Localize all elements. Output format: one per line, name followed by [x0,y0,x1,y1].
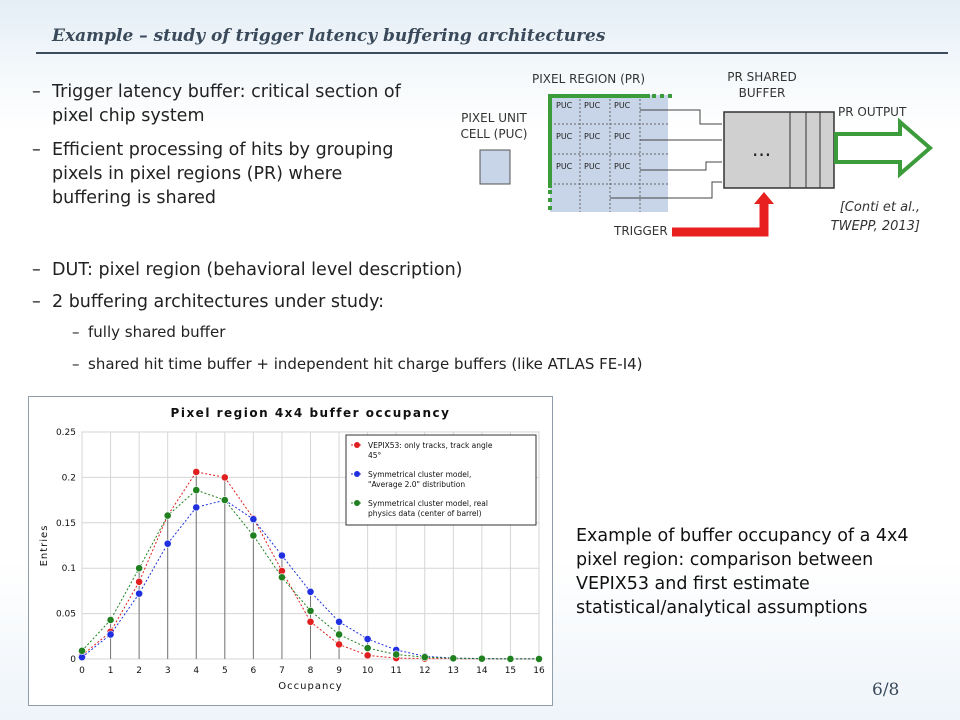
sub-bullet-item [72,322,792,342]
buffer-label-line2: BUFFER [738,86,786,100]
data-point-0 [221,474,228,481]
data-point-0 [136,578,143,585]
x-axis-label: Occupancy [278,681,343,692]
puc-label-line2: CELL (PUC) [460,127,528,141]
legend-entry-label: "Average 2.0" distribution [368,480,466,489]
x-tick-label: 11 [390,666,402,676]
bullet-dash: – [32,292,41,312]
bullet-dash: – [72,323,80,341]
bullet-dash: – [32,82,41,102]
x-tick-label: 16 [533,666,545,676]
x-tick-label: 5 [221,666,228,676]
bullet-item [32,258,772,282]
mid-bullet-list [32,258,772,322]
legend-entry-label: physics data (center of barrel) [368,509,482,518]
sub-bullet-text: shared hit time buffer + independent hit charge buffers (like ATLAS FE-I4) [88,355,643,373]
puc-cell-label: PUC [584,162,601,171]
puc-cell [480,150,510,184]
x-tick-label: 8 [307,666,314,676]
sub-bullet-text: fully shared buffer [88,323,226,341]
x-tick-label: 13 [447,666,460,676]
trigger-arrow [672,202,764,232]
data-point-2 [307,607,314,614]
data-point-2 [193,487,200,494]
x-tick-label: 12 [419,666,431,676]
data-point-2 [78,647,85,654]
y-axis-label: Entries [39,524,50,567]
y-tick-label: 0.25 [55,428,76,438]
data-point-0 [307,618,314,625]
x-tick-label: 3 [164,666,171,676]
legend-entry-label: Symmetrical cluster model, [368,470,472,479]
data-point-2 [450,655,457,662]
legend-entry-label: Symmetrical cluster model, real [368,499,488,508]
x-tick-label: 1 [107,666,114,676]
data-point-2 [364,645,371,652]
citation-line2: TWEPP, 2013] [830,219,920,234]
legend-swatch-marker [354,471,360,477]
buffer-dots: ... [752,137,772,161]
output-label: PR OUTPUT [838,105,907,119]
bullet-dash: – [32,260,41,280]
data-point-1 [107,631,114,638]
x-tick-label: 9 [336,666,342,676]
y-tick-label: 0.05 [55,609,76,620]
x-tick-label: 15 [504,666,517,676]
bullet-dash: – [32,140,41,160]
buffer-label-line1: PR SHARED [727,70,797,84]
data-point-1 [193,504,200,511]
pixel-region-label: PIXEL REGION (PR) [532,72,646,86]
x-tick-label: 7 [279,666,285,676]
data-point-2 [278,574,285,581]
bullet-dash: – [72,355,80,373]
legend-entry-label: 45° [368,451,382,460]
puc-cell-label: PUC [584,101,601,110]
data-point-2 [250,532,257,539]
bullet-text: Trigger latency buffer: critical section of pixel chip system [52,82,401,126]
x-tick-label: 14 [476,666,488,676]
data-point-2 [535,655,542,662]
trigger-label: TRIGGER [614,224,668,238]
data-point-1 [136,590,143,597]
data-point-2 [393,651,400,658]
bullet-text: DUT: pixel region (behavioral level description) [52,260,463,280]
data-point-0 [335,641,342,648]
x-tick-label: 0 [79,666,85,676]
puc-cell-label: PUC [556,101,573,110]
x-tick-label: 2 [136,666,142,676]
y-tick-label: 0.2 [61,473,76,484]
bullet-text: 2 buffering architectures under study: [52,292,385,312]
puc-cell-label: PUC [614,101,631,110]
data-point-2 [478,655,485,662]
x-tick-label: 10 [361,666,374,676]
pixel-region-diagram [0,0,960,250]
sub-bullet-list [72,322,792,386]
puc-cell-label: PUC [556,162,573,171]
data-point-1 [250,516,257,523]
puc-cell-label: PUC [614,162,631,171]
trigger-arrowhead [754,192,774,204]
data-point-1 [335,618,342,625]
x-tick-label: 6 [250,666,257,676]
data-point-2 [221,497,228,504]
chart-caption: Example of buffer occupancy of a 4x4 pixel region: comparison between VEPIX53 and first estimate statistical/analytical assumptions [576,526,909,618]
legend-swatch-marker [354,500,360,506]
data-point-2 [421,654,428,661]
data-point-2 [507,655,514,662]
legend-entry-label: VEPIX53: only tracks, track angle [368,441,493,450]
legend-swatch-marker [354,442,360,448]
puc-cell-label: PUC [556,132,573,141]
citation-line1: [Conti et al., [839,200,920,215]
y-tick-label: 0 [70,655,76,665]
puc-cell-label: PUC [614,132,631,141]
occupancy-chart [29,397,552,705]
page-number: 6/8 [872,680,900,700]
chart-title: Pixel region 4x4 buffer occupancy [170,406,451,420]
data-point-1 [164,540,171,547]
y-tick-label: 0.1 [61,564,76,575]
data-point-0 [193,468,200,475]
y-tick-label: 0.15 [55,518,76,529]
sub-bullet-item [72,354,792,374]
shared-buffer [724,112,834,188]
data-point-1 [278,552,285,559]
occupancy-chart-panel [28,396,553,706]
data-point-2 [164,512,171,519]
data-point-2 [107,616,114,623]
x-tick-label: 4 [193,666,200,676]
slide-title: Example – study of trigger latency buffering architectures [52,26,606,46]
data-point-0 [364,652,371,659]
bullet-item [32,290,772,314]
data-point-1 [307,588,314,595]
data-point-1 [364,635,371,642]
data-point-2 [136,565,143,572]
bullet-text: Efficient processing of hits by grouping pixels in pixel regions (PR) where buffering is shared [52,140,394,208]
output-arrow [836,122,930,174]
puc-cell-label: PUC [584,132,601,141]
data-point-2 [335,631,342,638]
puc-label-line1: PIXEL UNIT [461,111,527,125]
